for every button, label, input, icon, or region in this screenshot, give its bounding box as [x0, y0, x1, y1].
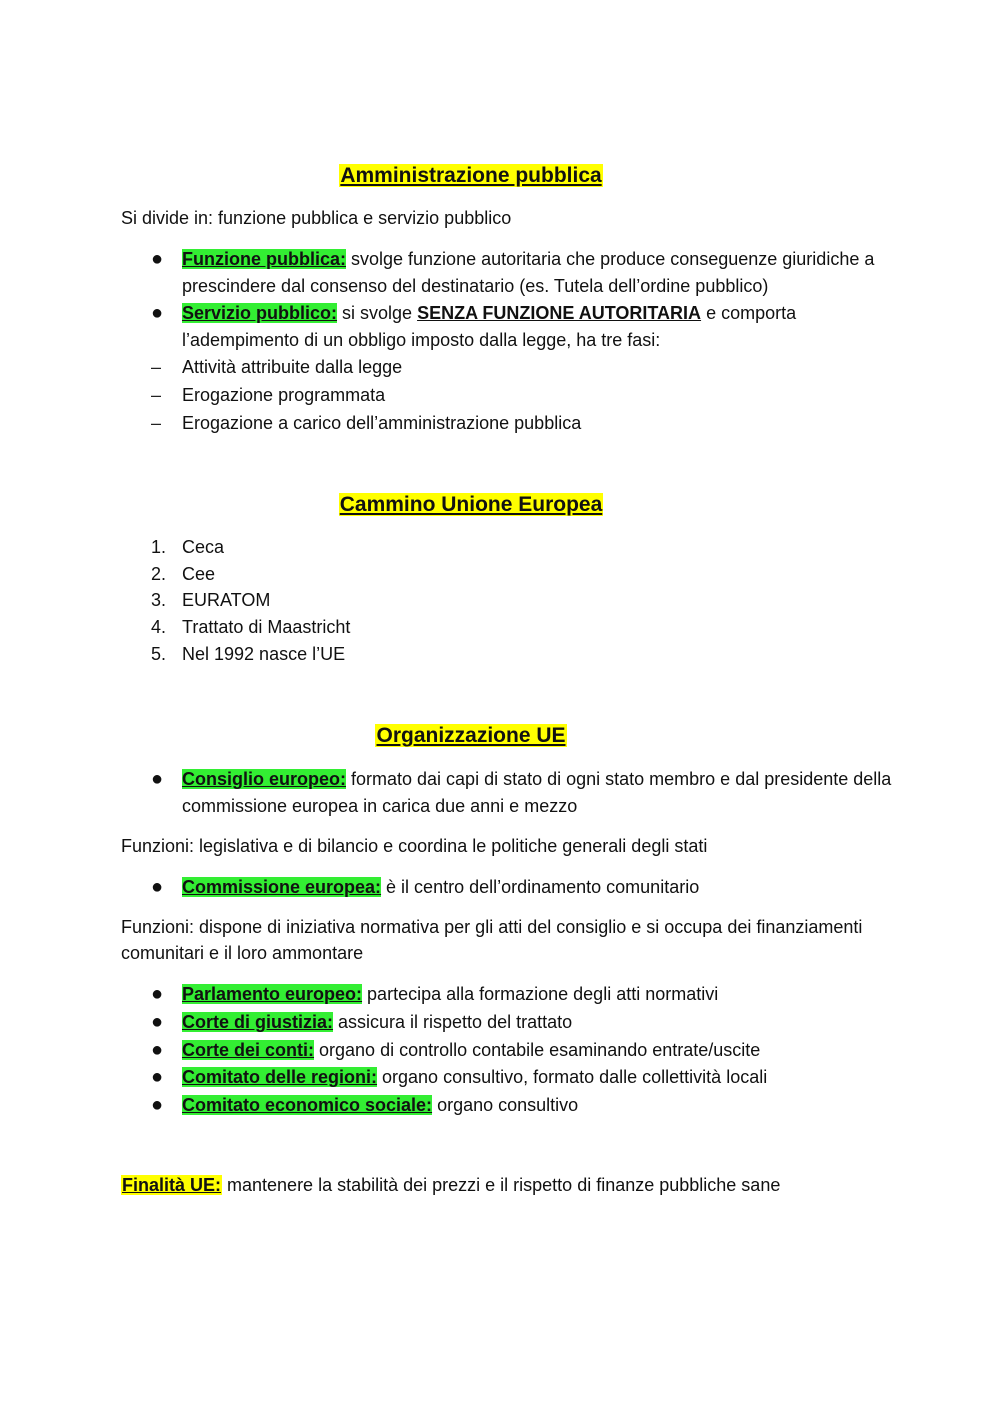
bullet-marker: ● — [151, 876, 164, 898]
finalita-label: Finalità UE: — [122, 1175, 222, 1195]
number-marker: 2. — [151, 564, 167, 584]
bullet-marker: ● — [151, 1094, 164, 1116]
dash-item: – Erogazione a carico dell’amministrazione pubblica — [182, 410, 892, 437]
term-label: Corte dei conti: — [182, 1040, 315, 1060]
number-marker: 1. — [151, 537, 167, 557]
list-item-comitato-economico-sociale: ● Comitato economico sociale: organo consultivo — [182, 1092, 892, 1119]
list-item-consiglio-europeo: ● Consiglio europeo: formato dai capi di stato di ogni stato membro e dal presidente della commissione europea in carica due anni e mezzo — [151, 768, 892, 816]
heading-cammino-unione-europea: Cammino Unione Europea — [339, 493, 603, 516]
list-item-corte-di-giustizia: ● Corte di giustizia: assicura il rispetto del trattato — [182, 1009, 892, 1036]
bullet-marker: ● — [151, 248, 164, 270]
dash-marker: – — [151, 413, 162, 433]
bullet-marker: ● — [151, 1039, 164, 1061]
heading-organizzazione-ue: Organizzazione UE — [376, 724, 566, 747]
emphasis-text: SENZA FUNZIONE AUTORITARIA — [417, 303, 702, 323]
list-item-funzione-pubblica: ● Funzione pubblica: svolge funzione autoritaria che produce conseguenze giuridiche a prescindere dal consenso del destinatario (es. Tutela dell’ordine pubblico) — [151, 248, 875, 296]
dash-marker: – — [151, 357, 162, 377]
bullet-marker: ● — [151, 768, 164, 790]
numbered-item: 5. Nel 1992 nasce l’UE — [182, 641, 892, 668]
numbered-item: 2. Cee — [182, 561, 892, 588]
dash-item: – Attività attribuite dalla legge — [182, 354, 892, 381]
commissione-funzioni-paragraph: Funzioni: dispone di iniziativa normativa per gli atti del consiglio e si occupa dei finanziamenti comunitari e il loro ammontare — [121, 917, 863, 963]
term-label: Comitato delle regioni: — [182, 1067, 378, 1087]
bullet-marker: ● — [151, 1066, 164, 1088]
list-item-parlamento-europeo: ● Parlamento europeo: partecipa alla formazione degli atti normativi — [182, 981, 892, 1008]
number-marker: 5. — [151, 644, 167, 664]
heading-amministrazione-pubblica: Amministrazione pubblica — [340, 164, 602, 187]
bullet-marker: ● — [151, 302, 164, 324]
term-label: Commissione europea: — [182, 877, 382, 897]
term-label: Servizio pubblico: — [182, 303, 338, 323]
finalita-paragraph: Finalità UE: mantenere la stabilità dei prezzi e il rispetto di finanze pubbliche sane — [122, 1175, 781, 1195]
bullet-marker: ● — [151, 1011, 164, 1033]
term-label: Consiglio europeo: — [182, 769, 346, 789]
term-label: Corte di giustizia: — [182, 1012, 334, 1032]
dash-item: – Erogazione programmata — [182, 382, 892, 409]
list-item-commissione-europea: ● Commissione europea: è il centro dell’ordinamento comunitario — [182, 874, 892, 901]
dash-marker: – — [151, 385, 162, 405]
list-item-servizio-pubblico: ● Servizio pubblico: si svolge SENZA FUNZIONE AUTORITARIA e comporta l’adempimento di un obbligo imposto dalla legge, ha tre fasi: — [151, 302, 797, 350]
term-label: Funzione pubblica: — [182, 249, 346, 269]
term-label: Parlamento europeo: — [182, 984, 363, 1004]
number-marker: 4. — [151, 617, 167, 637]
numbered-item: 3. EURATOM — [182, 587, 892, 614]
intro-paragraph: Si divide in: funzione pubblica e servizio pubblico — [121, 208, 512, 228]
numbered-item: 1. Ceca — [182, 534, 892, 561]
term-label: Comitato economico sociale: — [182, 1095, 433, 1115]
numbered-item: 4. Trattato di Maastricht — [182, 614, 892, 641]
list-item-corte-dei-conti: ● Corte dei conti: organo di controllo contabile esaminando entrate/uscite — [182, 1037, 892, 1064]
consiglio-funzioni-paragraph: Funzioni: legislativa e di bilancio e coordina le politiche generali degli stati — [121, 836, 708, 856]
list-item-comitato-delle-regioni: ● Comitato delle regioni: organo consultivo, formato dalle collettività locali — [182, 1064, 892, 1091]
number-marker: 3. — [151, 590, 167, 610]
bullet-marker: ● — [151, 983, 164, 1005]
